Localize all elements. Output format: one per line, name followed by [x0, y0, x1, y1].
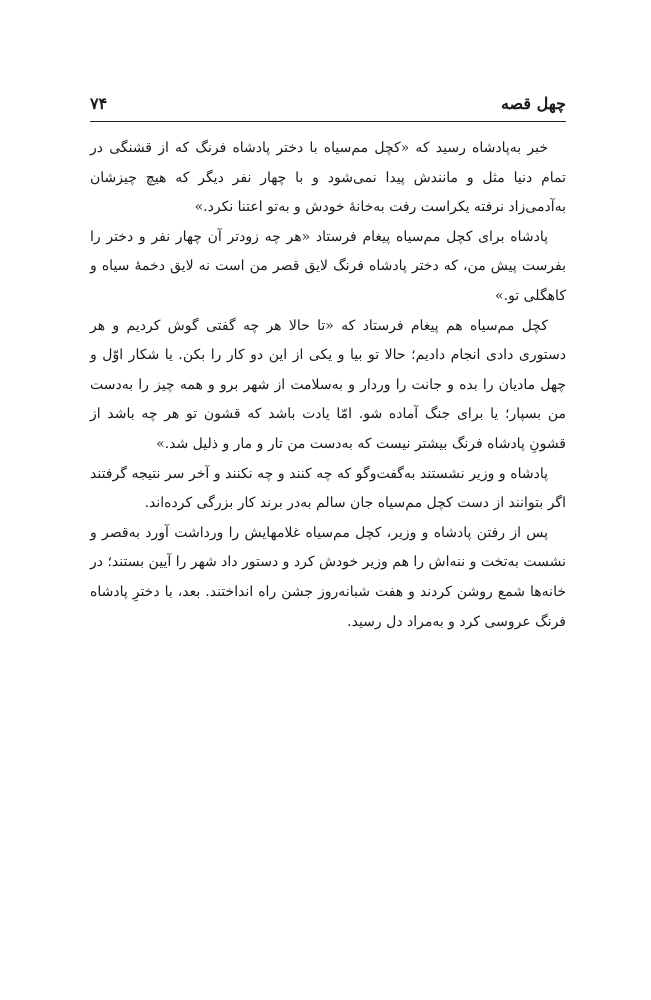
book-title: چهل قصه	[500, 94, 566, 113]
paragraph: پادشاه برای کچل مم‌سیاه پیغام فرستاد «هر چه زودتر آن چهار نفر و دختر را بفرست پیش من، که دختر پادشاه فرنگ لایق قصر من است نه لایق دخمهٔ سیاه و کاهگلی تو.»	[90, 228, 566, 304]
paragraph: پس از رفتن پادشاه و وزیر، کچل مم‌سیاه غلامهایش را ورداشت آورد به‌قصر و نشست به‌تخت و ننه‌اش را هم وزیر خودش کرد و دستور داد شهر را آیین بستند؛ در خانه‌ها شمع روشن کردند و هفت شبانه‌روز جشن راه انداختند. بعد، با دخترِ پادشاه فرنگ عروسی کرد و به‌مراد دل رسید.	[90, 524, 566, 630]
paragraph: خبر به‌پادشاه رسید که «کچل مم‌سیاه با دختر پادشاه فرنگ که از قشنگی در تمام دنیا مثل و مانندش پیدا نمی‌شود و با چهار نفر دیگر که هیچ چیزشان به‌آدمی‌زاد نرفته یکراست رفت به‌خانهٔ خودش و به‌تو اعتنا نکرد.»	[90, 140, 566, 216]
running-head	[90, 92, 566, 118]
paragraph: پادشاه و وزیر نشستند به‌گفت‌وگو که چه کنند و چه نکنند و آخر سر نتیجه گرفتند اگر بتوانند از دست کچل مم‌سیاه جان سالم به‌در برند کار بزرگی کرده‌اند.	[90, 465, 566, 512]
page-number: ۷۴	[90, 94, 108, 113]
body-text	[90, 134, 566, 637]
header-rule	[90, 121, 566, 122]
paragraph: کچل مم‌سیاه هم پیغام فرستاد که «تا حالا هر چه گفتی گوش کردیم و هر دستوری دادی انجام دادیم؛ حالا تو بیا و یکی از این دو کار را بکن. یا شکار اوّل و چهل مادیان را بده و جانت را وردار و به‌سلامت از شهر برو و همه چیز را به‌دست من بسپار؛ یا برای جنگ آماده شو. امّا یادت باشد که قشون تو هر چه باشد از قشونِ پادشاه فرنگ بیشتر نیست که به‌دست من تار و مار و ذلیل شد.»	[90, 317, 566, 452]
